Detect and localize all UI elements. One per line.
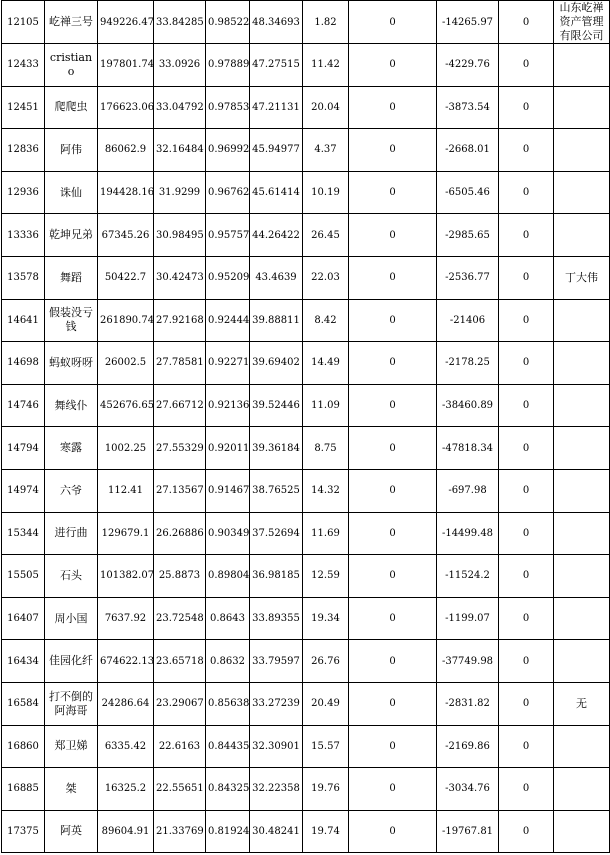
table-row: [2, 256, 610, 299]
name-cell: 佳园化纤: [45, 640, 98, 683]
table-row: [2, 342, 610, 385]
id-cell: 14641: [2, 299, 45, 342]
value-6-cell: 0: [349, 129, 437, 172]
value-6-cell: 0: [349, 342, 437, 385]
value-8-cell: 0: [499, 768, 554, 811]
id-cell: 16407: [2, 597, 45, 640]
value-4-cell: 32.30901: [250, 725, 303, 768]
id-cell: 14974: [2, 469, 45, 512]
value-6-cell: 0: [349, 214, 437, 257]
value-5-cell: 12.59: [303, 555, 349, 598]
value-5-cell: 20.49: [303, 682, 349, 725]
value-4-cell: 39.69402: [250, 342, 303, 385]
name-cell: 石头: [45, 555, 98, 598]
id-cell: 15505: [2, 555, 45, 598]
value-2-cell: 30.98495: [154, 214, 206, 257]
name-cell: 乾坤兄弟: [45, 214, 98, 257]
note-cell: 丁大伟: [554, 256, 610, 299]
table-row: [2, 768, 610, 811]
table-body: [2, 1, 610, 853]
value-1-cell: 1002.25: [98, 427, 154, 470]
value-7-cell: -3034.76: [437, 768, 499, 811]
value-2-cell: 33.04792: [154, 86, 206, 129]
value-1-cell: 194428.16: [98, 171, 154, 214]
value-7-cell: -37749.98: [437, 640, 499, 683]
note-cell: [554, 342, 610, 385]
value-6-cell: 0: [349, 555, 437, 598]
value-5-cell: 4.37: [303, 129, 349, 172]
value-7-cell: -21406: [437, 299, 499, 342]
id-cell: 12451: [2, 86, 45, 129]
value-7-cell: -38460.89: [437, 384, 499, 427]
table-row: [2, 1, 610, 44]
value-7-cell: -2985.65: [437, 214, 499, 257]
value-4-cell: 45.94977: [250, 129, 303, 172]
value-2-cell: 25.8873: [154, 555, 206, 598]
note-cell: [554, 129, 610, 172]
id-cell: 13578: [2, 256, 45, 299]
value-1-cell: 26002.5: [98, 342, 154, 385]
value-3-cell: 0.81924: [206, 810, 250, 853]
value-8-cell: 0: [499, 256, 554, 299]
value-8-cell: 0: [499, 171, 554, 214]
value-4-cell: 33.89355: [250, 597, 303, 640]
table-row: [2, 299, 610, 342]
id-cell: 12836: [2, 129, 45, 172]
note-cell: [554, 810, 610, 853]
note-cell: [554, 44, 610, 87]
name-cell: 打不倒的阿海哥: [45, 682, 98, 725]
value-2-cell: 32.16484: [154, 129, 206, 172]
value-6-cell: 0: [349, 171, 437, 214]
note-cell: 无: [554, 682, 610, 725]
name-cell: 舞蹈: [45, 256, 98, 299]
table-row: [2, 640, 610, 683]
id-cell: 12433: [2, 44, 45, 87]
value-4-cell: 39.88811: [250, 299, 303, 342]
value-7-cell: -47818.34: [437, 427, 499, 470]
value-6-cell: 0: [349, 469, 437, 512]
value-8-cell: 0: [499, 810, 554, 853]
value-6-cell: 0: [349, 384, 437, 427]
name-cell: 舞线仆: [45, 384, 98, 427]
value-5-cell: 19.76: [303, 768, 349, 811]
value-5-cell: 15.57: [303, 725, 349, 768]
note-cell: [554, 86, 610, 129]
value-8-cell: 0: [499, 469, 554, 512]
value-3-cell: 0.89804: [206, 555, 250, 598]
value-8-cell: 0: [499, 427, 554, 470]
value-4-cell: 44.26422: [250, 214, 303, 257]
table-row: [2, 555, 610, 598]
value-3-cell: 0.95757: [206, 214, 250, 257]
value-1-cell: 7637.92: [98, 597, 154, 640]
value-4-cell: 43.4639: [250, 256, 303, 299]
value-7-cell: -14265.97: [437, 1, 499, 44]
table-row: [2, 725, 610, 768]
value-3-cell: 0.92271: [206, 342, 250, 385]
value-3-cell: 0.90349: [206, 512, 250, 555]
name-cell: 假装没亏钱: [45, 299, 98, 342]
value-6-cell: 0: [349, 427, 437, 470]
value-5-cell: 1.82: [303, 1, 349, 44]
value-1-cell: 89604.91: [98, 810, 154, 853]
note-cell: 山东屹禅资产管理有限公司: [554, 1, 610, 44]
value-8-cell: 0: [499, 86, 554, 129]
value-6-cell: 0: [349, 682, 437, 725]
value-5-cell: 11.09: [303, 384, 349, 427]
name-cell: 爬爬虫: [45, 86, 98, 129]
value-4-cell: 45.61414: [250, 171, 303, 214]
value-1-cell: 112.41: [98, 469, 154, 512]
value-8-cell: 0: [499, 682, 554, 725]
id-cell: 16860: [2, 725, 45, 768]
name-cell: 屹禅三号: [45, 1, 98, 44]
note-cell: [554, 512, 610, 555]
value-1-cell: 197801.74: [98, 44, 154, 87]
value-2-cell: 30.42473: [154, 256, 206, 299]
value-5-cell: 8.75: [303, 427, 349, 470]
value-5-cell: 14.49: [303, 342, 349, 385]
value-2-cell: 23.29067: [154, 682, 206, 725]
value-5-cell: 14.32: [303, 469, 349, 512]
value-1-cell: 452676.65: [98, 384, 154, 427]
value-6-cell: 0: [349, 725, 437, 768]
value-1-cell: 129679.1: [98, 512, 154, 555]
value-5-cell: 11.69: [303, 512, 349, 555]
note-cell: [554, 171, 610, 214]
id-cell: 13336: [2, 214, 45, 257]
id-cell: 16885: [2, 768, 45, 811]
value-7-cell: -14499.48: [437, 512, 499, 555]
value-5-cell: 11.42: [303, 44, 349, 87]
value-8-cell: 0: [499, 214, 554, 257]
value-3-cell: 0.92011: [206, 427, 250, 470]
note-cell: [554, 427, 610, 470]
value-2-cell: 21.33769: [154, 810, 206, 853]
value-1-cell: 6335.42: [98, 725, 154, 768]
value-5-cell: 19.34: [303, 597, 349, 640]
value-4-cell: 37.52694: [250, 512, 303, 555]
name-cell: 六爷: [45, 469, 98, 512]
value-2-cell: 27.66712: [154, 384, 206, 427]
value-6-cell: 0: [349, 597, 437, 640]
value-5-cell: 19.74: [303, 810, 349, 853]
name-cell: 阿伟: [45, 129, 98, 172]
value-4-cell: 33.27239: [250, 682, 303, 725]
value-7-cell: -2536.77: [437, 256, 499, 299]
value-2-cell: 33.0926: [154, 44, 206, 87]
value-7-cell: -2169.86: [437, 725, 499, 768]
note-cell: [554, 597, 610, 640]
name-cell: 阿英: [45, 810, 98, 853]
note-cell: [554, 469, 610, 512]
value-7-cell: -19767.81: [437, 810, 499, 853]
value-7-cell: -697.98: [437, 469, 499, 512]
name-cell: 寒露: [45, 427, 98, 470]
value-3-cell: 0.92136: [206, 384, 250, 427]
name-cell: 进行曲: [45, 512, 98, 555]
id-cell: 16434: [2, 640, 45, 683]
value-2-cell: 22.55651: [154, 768, 206, 811]
value-1-cell: 24286.64: [98, 682, 154, 725]
value-1-cell: 50422.7: [98, 256, 154, 299]
value-7-cell: -2178.25: [437, 342, 499, 385]
value-2-cell: 23.65718: [154, 640, 206, 683]
value-5-cell: 22.03: [303, 256, 349, 299]
table-row: [2, 469, 610, 512]
id-cell: 15344: [2, 512, 45, 555]
value-1-cell: 949226.47: [98, 1, 154, 44]
value-3-cell: 0.8643: [206, 597, 250, 640]
value-8-cell: 0: [499, 725, 554, 768]
id-cell: 16584: [2, 682, 45, 725]
id-cell: 12936: [2, 171, 45, 214]
value-4-cell: 30.48241: [250, 810, 303, 853]
table-row: [2, 214, 610, 257]
value-2-cell: 27.78581: [154, 342, 206, 385]
value-2-cell: 27.92168: [154, 299, 206, 342]
table-row: [2, 427, 610, 470]
value-2-cell: 22.6163: [154, 725, 206, 768]
value-5-cell: 26.45: [303, 214, 349, 257]
value-7-cell: -1199.07: [437, 597, 499, 640]
value-5-cell: 20.04: [303, 86, 349, 129]
value-4-cell: 47.27515: [250, 44, 303, 87]
value-4-cell: 39.52446: [250, 384, 303, 427]
table-row: [2, 597, 610, 640]
note-cell: [554, 768, 610, 811]
value-3-cell: 0.97853: [206, 86, 250, 129]
value-8-cell: 0: [499, 129, 554, 172]
table-row: [2, 512, 610, 555]
name-cell: 郑卫娣: [45, 725, 98, 768]
value-7-cell: -4229.76: [437, 44, 499, 87]
table-row: [2, 384, 610, 427]
note-cell: [554, 555, 610, 598]
value-3-cell: 0.91467: [206, 469, 250, 512]
id-cell: 12105: [2, 1, 45, 44]
value-5-cell: 8.42: [303, 299, 349, 342]
value-3-cell: 0.97889: [206, 44, 250, 87]
id-cell: 14698: [2, 342, 45, 385]
value-2-cell: 26.26886: [154, 512, 206, 555]
value-2-cell: 33.84285: [154, 1, 206, 44]
table-row: [2, 44, 610, 87]
value-8-cell: 0: [499, 640, 554, 683]
value-3-cell: 0.92444: [206, 299, 250, 342]
note-cell: [554, 384, 610, 427]
value-2-cell: 27.55329: [154, 427, 206, 470]
value-7-cell: -2831.82: [437, 682, 499, 725]
value-2-cell: 31.9299: [154, 171, 206, 214]
value-8-cell: 0: [499, 44, 554, 87]
id-cell: 17375: [2, 810, 45, 853]
id-cell: 14746: [2, 384, 45, 427]
value-4-cell: 33.79597: [250, 640, 303, 683]
value-6-cell: 0: [349, 44, 437, 87]
value-1-cell: 101382.07: [98, 555, 154, 598]
value-6-cell: 0: [349, 810, 437, 853]
value-1-cell: 261890.74: [98, 299, 154, 342]
value-1-cell: 674622.13: [98, 640, 154, 683]
value-4-cell: 48.34693: [250, 1, 303, 44]
value-4-cell: 47.21131: [250, 86, 303, 129]
value-4-cell: 32.22358: [250, 768, 303, 811]
value-8-cell: 0: [499, 512, 554, 555]
value-8-cell: 0: [499, 1, 554, 44]
value-4-cell: 39.36184: [250, 427, 303, 470]
value-3-cell: 0.95209: [206, 256, 250, 299]
value-3-cell: 0.8632: [206, 640, 250, 683]
id-cell: 14794: [2, 427, 45, 470]
value-4-cell: 38.76525: [250, 469, 303, 512]
value-6-cell: 0: [349, 1, 437, 44]
table-row: [2, 810, 610, 853]
value-6-cell: 0: [349, 512, 437, 555]
name-cell: 蚂蚁呀呀: [45, 342, 98, 385]
value-1-cell: 86062.9: [98, 129, 154, 172]
value-3-cell: 0.84325: [206, 768, 250, 811]
table-row: [2, 129, 610, 172]
note-cell: [554, 640, 610, 683]
value-2-cell: 23.72548: [154, 597, 206, 640]
value-6-cell: 0: [349, 299, 437, 342]
value-5-cell: 10.19: [303, 171, 349, 214]
value-8-cell: 0: [499, 299, 554, 342]
value-8-cell: 0: [499, 384, 554, 427]
value-3-cell: 0.96992: [206, 129, 250, 172]
value-6-cell: 0: [349, 256, 437, 299]
value-1-cell: 16325.2: [98, 768, 154, 811]
value-8-cell: 0: [499, 597, 554, 640]
value-5-cell: 26.76: [303, 640, 349, 683]
value-3-cell: 0.85638: [206, 682, 250, 725]
table-row: [2, 171, 610, 214]
table-row: [2, 682, 610, 725]
value-6-cell: 0: [349, 86, 437, 129]
name-cell: 周小国: [45, 597, 98, 640]
value-8-cell: 0: [499, 342, 554, 385]
value-7-cell: -3873.54: [437, 86, 499, 129]
note-cell: [554, 299, 610, 342]
note-cell: [554, 214, 610, 257]
name-cell: cristiano: [45, 44, 98, 87]
value-7-cell: -2668.01: [437, 129, 499, 172]
value-7-cell: -6505.46: [437, 171, 499, 214]
ranking-table: [1, 0, 610, 853]
name-cell: 诛仙: [45, 171, 98, 214]
value-3-cell: 0.84435: [206, 725, 250, 768]
value-8-cell: 0: [499, 555, 554, 598]
value-6-cell: 0: [349, 640, 437, 683]
table-row: [2, 86, 610, 129]
value-6-cell: 0: [349, 768, 437, 811]
value-7-cell: -11524.2: [437, 555, 499, 598]
value-1-cell: 176623.06: [98, 86, 154, 129]
value-2-cell: 27.13567: [154, 469, 206, 512]
value-4-cell: 36.98185: [250, 555, 303, 598]
value-3-cell: 0.96762: [206, 171, 250, 214]
value-3-cell: 0.98522: [206, 1, 250, 44]
value-1-cell: 67345.26: [98, 214, 154, 257]
note-cell: [554, 725, 610, 768]
name-cell: 桀: [45, 768, 98, 811]
